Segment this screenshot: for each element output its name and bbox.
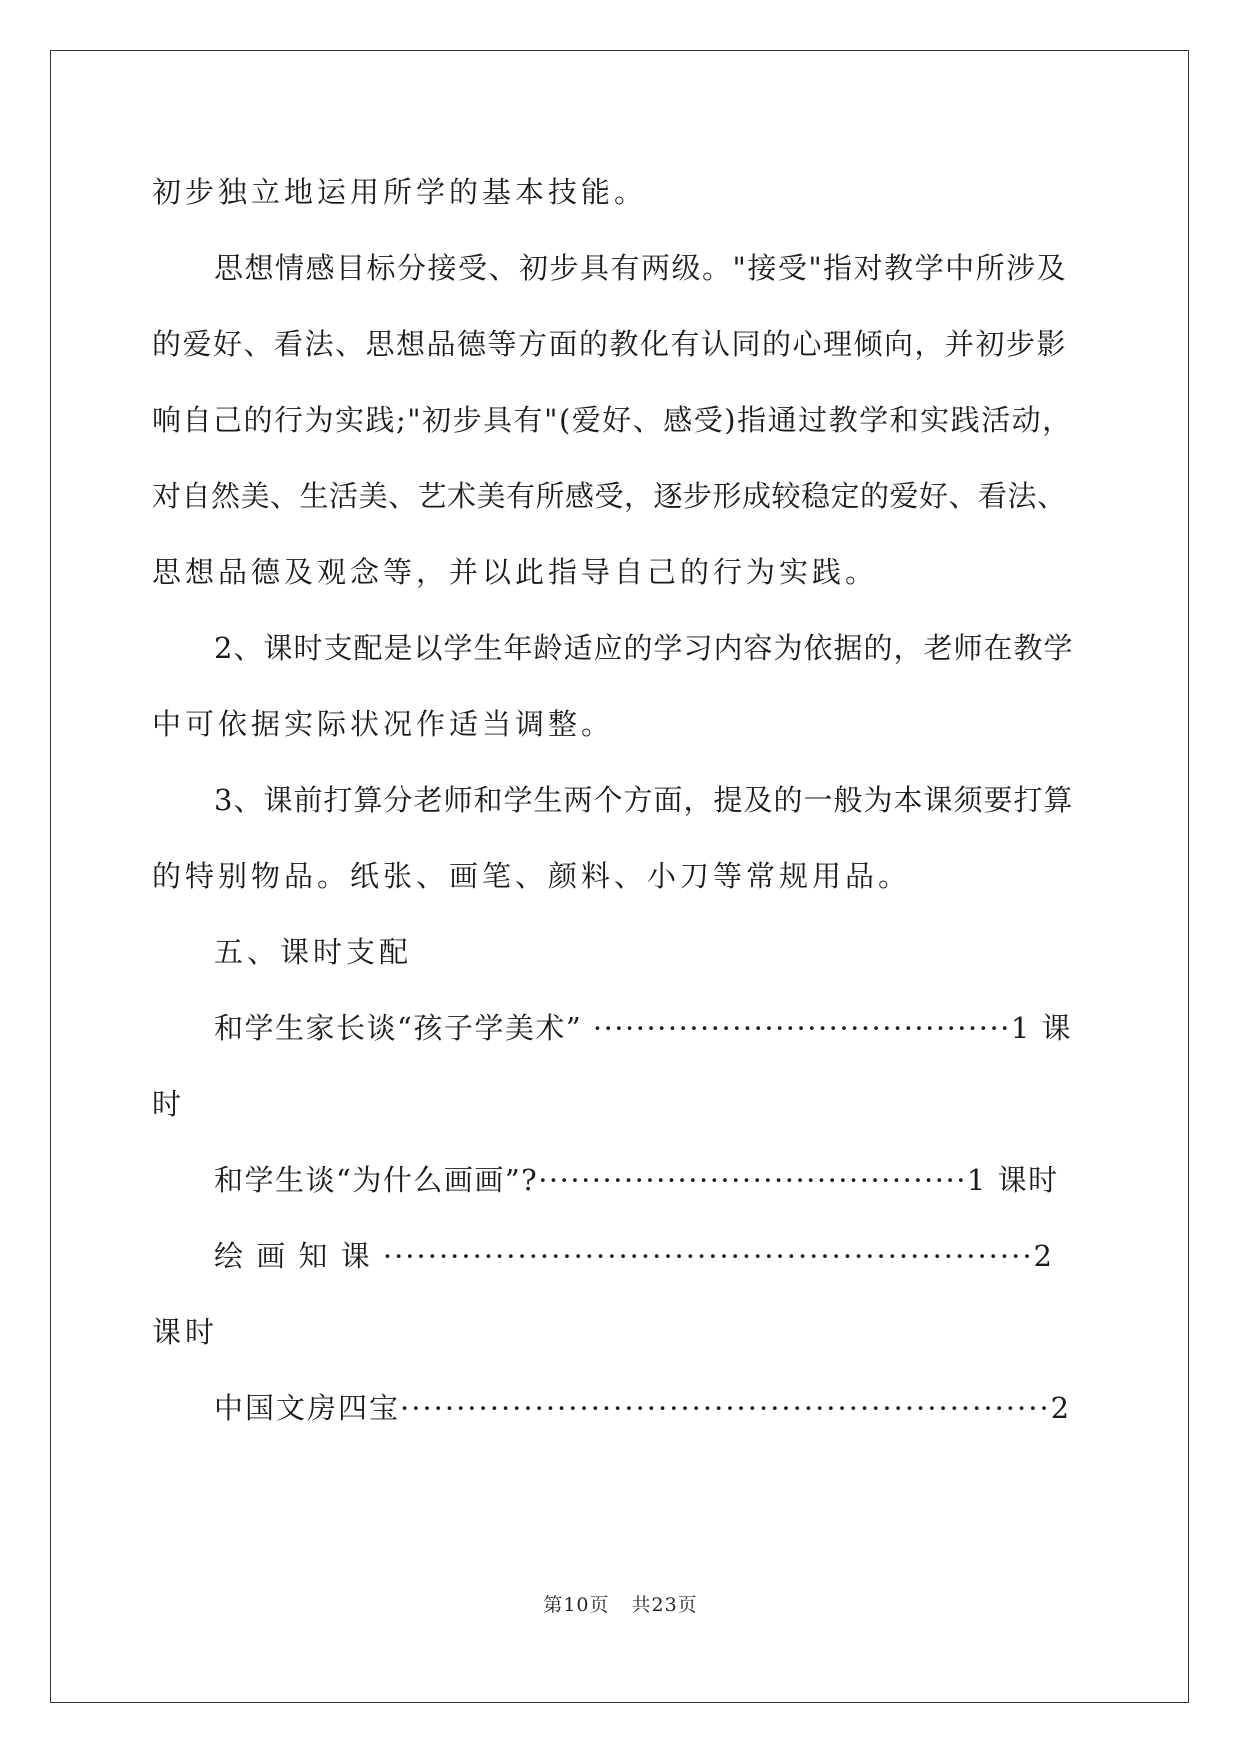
text-line-4: 响自己的行为实践;"初步具有"(爱好、感受)指通过教学和实践活动， [152,403,1073,437]
text-line-10: 的特别物品。纸张、画笔、颜料、小刀等常规用品。 [152,859,912,893]
schedule-item-3: 绘 画 知 课 ··························································2 [214,1239,1054,1273]
section-heading: 五、课时支配 [214,935,413,969]
schedule-item-1: 和学生家长谈“孩子学美术” ·······································1 课 [214,1011,1073,1045]
text-line-3: 的爱好、看法、思想品德等方面的教化有认同的心理倾向，并初步影 [152,327,1068,361]
text-line-9: 3、课前打算分老师和学生两个方面，提及的一般为本课须要打算 [214,783,1074,817]
schedule-item-1-wrap: 时 [152,1087,186,1121]
text-line-5: 对自然美、生活美、艺术美有所感受，逐步形成较稳定的爱好、看法、 [152,479,1067,513]
text-line-2: 思想情感目标分接受、初步具有两级。"接受"指对教学中所涉及 [214,251,1068,285]
schedule-item-4: 中国文房四宝··························································2 [214,1391,1072,1425]
schedule-item-3-wrap: 课时 [152,1315,219,1349]
page-number: 第10页 [543,1594,610,1616]
page-footer [0,1592,1241,1618]
text-line-7: 2、课时支配是以学生年龄适应的学习内容为依据的，老师在教学 [214,631,1074,665]
total-pages: 共23页 [631,1594,698,1616]
text-line-8: 中可依据实际状况作适当调整。 [152,707,615,741]
text-line-1: 初步独立地运用所学的基本技能。 [152,175,648,209]
text-line-6: 思想品德及观念等，并以此指导自己的行为实践。 [152,555,879,589]
schedule-item-2: 和学生谈“为什么画画”?········································1 课时 [214,1163,1059,1197]
